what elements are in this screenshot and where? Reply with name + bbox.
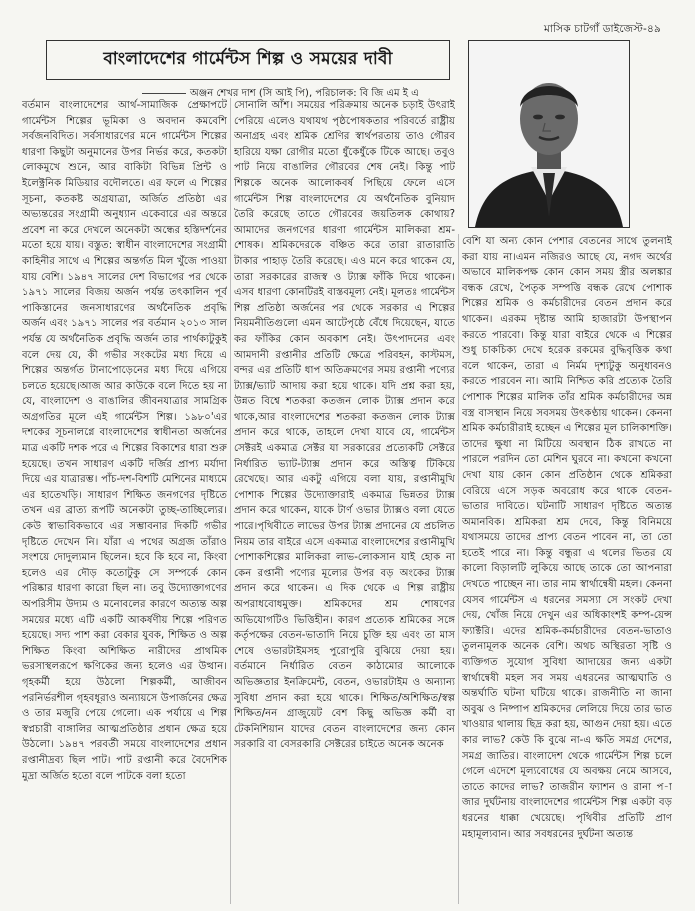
magazine-page-header: মাসিক চাটগাঁ ডাইজেস্ট-৪৯ <box>544 23 661 35</box>
article-column-3 <box>462 234 672 906</box>
column-divider-1 <box>230 98 231 904</box>
article-byline: অঞ্জন শেখর দাশ (সি আই পি), পরিচালক: বি জি এম ই এ <box>190 86 490 103</box>
article-column-2 <box>234 98 455 906</box>
author-portrait <box>468 40 630 228</box>
column-divider-2 <box>458 234 459 904</box>
author-photo-icon <box>469 41 629 227</box>
article-paragraph: সোনালি আঁশ। সময়ের পরিক্রমায় অনেক চড়াই উৎরাই পেরিয়ে এলেও যথাযথ পৃষ্ঠপোষকতার পরিবর্তে রাষ্ট্রীয় অনাগ্রহ এবং শ্রমিক শ্রেণির স্বার্থপরতায় তাও গৌরব হারিয়ে যক্ষা রোগীর মতো ধুঁকেধুঁকে টিকে আছে। তবুও পাট নিয়ে বাঙালির গৌরবের শেষ নেই। কিন্তু পাট শিল্পকে অনেক আলোকবর্ষ পিছিয়ে ফেলে এসে গার্মেন্টস শিল্প বাংলাদেশের যে অর্থনৈতিক বুনিয়াদ তৈরি করেছে তাতে গৌরবের জয়তিলক কোথায়? আমাদের জনগণের ধারণা গার্মেন্টস মালিকরা শ্রম-শোষক। শ্রমিকদেরকে বঞ্চিত করে তারা রাতারাতি টাকার পাহাড় তৈরি করেছে। এও মনে করে থাকেন যে, তারা সরকারের রাজস্ব ও ট্যাক্স ফাঁকি দিয়ে থাকেন। এসব ধারণা কোনটিরই বাস্তবমূল্য নেই। মূলতঃ গার্মেন্টস শিল্প প্রতিষ্ঠা অর্জনের পর থেকে সরকার এ শিল্পের নিয়মনীতিগুলো এমন আটেপৃষ্ঠে বেঁধে দিয়েছেন, যাতে কর ফাঁকির কোন অবকাশ নেই। উৎপাদনের এবং আমদানী রপ্তানীর প্রতিটি ক্ষেত্রে পরিবহন, কাস্টমস, বন্দর এর প্রতিটি ধাপ অতিক্রমণের সময় রপ্তানী পণ্যের ট্যাক্স/ভ্যাট আদায় করা হয়ে থাকে। যদি প্রশ্ন করা হয়, উন্নত বিশ্বে শতকরা কতজন লোক ট্যাক্স প্রদান করে থাকে,আর বাংলাদেশের শতকরা কতজন লোক ট্যাক্স প্রদান করে থাকে, তাহলে দেখা যাবে যে, গার্মেন্টস সেক্টরই একমাত্র সেক্টর যা সরকারের প্রত্যেকটি সেক্টরে নির্ধারিত ভ্যাট-ট্যাক্স প্রদান করে অস্তিত্ব টিকিয়ে রেখেছে। আর একটু এগিয়ে বলা যায়, রপ্তানীমুখি পোশাক শিল্পের উদ্যোক্তারাই একমাত্র ভিন্নতর ট্যাক্স প্রদান করে থাকেন, যাকে টার্ণ ওভার ট্যাক্সও বলা যেতে পারে।পৃথিবীতে লাভের উপর ট্যাক্স প্রদানের যে প্রচলিত নিয়ম তার বাইরে এসে একমাত্র বাংলাদেশের রপ্তানীমুখি পোশাকশিল্পের মালিকরা লাভ-লোকসান যাই হোক না কেন রপ্তানী পণ্যের মূল্যের উপর বড় অংকের ট্যাক্স প্রদান করে থাকেন। এ দিক থেকে এ শিল্প রাষ্ট্রীয় অপরাধবোধমুক্ত। শ্রমিকদের শ্রম শোষণের অভিযোগটিও ভিত্তিহীন। কারণ প্রত্যেক শ্রমিকের সঙ্গে কর্তৃপক্ষের বেতন-ভাতাদি নিয়ে চুক্তি হয় এবং তা মাস শেষে ওভারটাইমসহ পুরোপুরি বুঝিয়ে দেয়া হয়। বর্তমানে নির্ধারিত বেতন কাঠামোর আলোকে অভিজ্ঞতার ইনক্রিমেন্ট, বেতন, ওভারটাইম ও অন্যান্য সুবিধা প্রদান করা হয়ে থাকে। শিক্ষিত/অশিক্ষিত/স্বল্প শিক্ষিত/নন গ্রাজুয়েট বেশ কিছু অভিজ্ঞ কর্মী বা টেকনিশিয়ান যাদের বেতন বাংলাদেশের জন্য কোন সরকারি বা বেসরকারি সেক্টরের চাইতে অনেক অনেক <box>234 100 455 751</box>
article-paragraph: বর্তমান বাংলাদেশের আর্থ-সামাজিক প্রেক্ষাপটে গার্মেন্টস শিল্পের ভূমিকা ও অবদান কমবেশি সর্বজনবিদিত। সর্বসাধারণের মনে গার্মেন্টস শিল্পের ধারণা কিছুটা অনুমানের উপর নির্ভর করে, কতকটা লোকমুখে শুনে, আর বাকিটা বিভিন্ন প্রিন্ট ও ইলেক্ট্রনিক মিডিয়ার বদৌলতে। এর ফলে এ শিল্পের সূচনা, কতকষ্ট অগ্রযাত্রা, অর্জিত প্রতিষ্ঠা এর অভ্যন্তরের সংগ্রামী অনুধ্যান একেবারে এর অন্তরে প্রবেশ না করে দেখলে অনেকটা অন্ধের হস্তিদর্শনের মতো হয়ে যায়। বস্তুত: স্বাধীন বাংলাদেশের সংগ্রামী কাহিনীর সাথে এ শিল্পের অন্তর্গত মিল খুঁজে পাওয়া যায় বেশি। ১৯৪৭ সালের দেশ বিভাগের পর থেকে ১৯৭১ সালের বিজয় অর্জন পর্যন্ত তৎকালিন পূর্ব পাকিস্তানের জনসাধারণের অর্থনৈতিক প্রবৃদ্ধি অর্জন এবং ১৯৭১ সালের পর বর্তমান ২০১৩ সাল পর্যন্ত যে অর্থনৈতিক প্রবৃদ্ধি অর্জন তার পার্থক্যটুকুই বলে দেয় যে, কী গভীর সংকটের মধ্য দিয়ে এ শিল্পের অন্তর্গত টানাপোড়েনের মধ্য দিয়ে এগিয়ে চলতে হয়েছে।আজ আর কাউকে বলে দিতে হয় না যে, বাংলাদেশ ও বাঙালির জীবনযাত্রার সামগ্রিক অগ্রগতির মূলে এই গার্মেন্টস শিল্প। ১৯৮০'এর দশকের সূচনালগ্নে বাংলাদেশের স্বাধীনতা অর্জনের মাত্র একটি দশক পরে এ শিল্পের বিকাশের ধারা শুরু হয়েছে। তখন সাধারণ একটি দর্জির প্রাপ্য মর্যাদা দিয়ে এর যাত্রারম্ভ। পাঁচ-দশ-বিশটি মেশিনের মাধ্যমে এর হাতেখড়ি। সাধারণ শিক্ষিত জনগণের দৃষ্টিতে তখন এর ব্রাত্য রূপটি অনেকটা তুচ্ছ-তাচ্ছিল্যের। কেউ স্বাভাবিকভাবে এর সম্ভাবনার দিকটি গভীর দৃষ্টিতে দেখেন নি। যাঁরা এ পথের অগ্রজ তাঁরাও সংশয়ে দোদুল্যমান ছিলেন। হবে কি হবে না, কিংবা হলেও এর দৌড় কতোটুকু সে সম্পর্কে কোন পরিষ্কার ধারণা কারো ছিল না। তবু উদ্যোক্তাগণের অপরিসীম উদ্যম ও মনোবলের কারণে অত্যন্ত অল্প সময়ের মধ্যে এটি একটি আকর্ষণীয় শিল্পে পরিণত হয়েছে। সদ্য পাশ করা বেকার যুবক, শিক্ষিত ও অল্প শিক্ষিত কিংবা অশিক্ষিত নারীদের প্রাথমিক ভরসাস্থলরূপে ক্ষণিকের জন্য হলেও এর উত্থান। গৃহকর্মী হয়ে উঠলো শিল্পকর্মী, আজীবন পরনির্ভরশীল গৃহবধূরাও অন্যায়সে উপার্জনের ক্ষেত্র ও তার মজুরি পেয়ে গেলো। এক পর্যায়ে এ শিল্প স্বপ্নচারী বাঙ্গালির আত্মপ্রতিষ্ঠার প্রধান ক্ষেত্র হয়ে উঠলো। ১৯৪৭ পরবর্তী সময়ে বাংলাদেশের প্রধান রপ্তানীদ্রব্য ছিল পাট। পাট রপ্তানী করে বৈদেশিক মুদ্রা অর্জিত হতো বলে পাটকে বলা হতো <box>22 100 227 782</box>
article-column-1 <box>22 98 227 906</box>
article-title: বাংলাদেশের গার্মেন্টস শিল্প ও সময়ের দাবী <box>46 40 450 80</box>
article-paragraph: বেশি যা অন্য কোন পেশার বেতনের সাথে তুলনাই করা যায় না।এমন নজিরও আছে যে, নগদ অর্থের অভাবে মালিকপক্ষ কোন কোন সময় স্ত্রীর অলঙ্কার বন্ধক রেখে, পৈতৃক সম্পত্তি বন্ধক রেখে পোশাক শিল্পের শ্রমিক ও কর্মচারীদের বেতন প্রদান করে থাকেন। এরকম দৃষ্টান্ত আমি হাজারটা উপস্থাপন করতে পারবো। কিন্তু যারা বাইরে থেকে এ শিল্পের শুধু চাকচিক্য দেখে হরেক রকমের বুদ্ধিবৃত্তিক কথা বলে থাকেন, তারা এ নির্মম দৃশ্যটুকু অনুধাবনও করতে পারবেন না। আমি নিশ্চিত করি প্রত্যেক তৈরি পোশাক শিল্পের মালিক তাঁর শ্রমিক কর্মচারীদের অন্ন বস্ত্র বাসস্থান নিয়ে সবসময় উৎকণ্ঠায় থাকেন। কেননা শ্রমিক কর্মচারীরাই হচ্ছেন এ শিল্পের মূল চালিকাশক্তি। তাদের ক্ষুধা না মিটিয়ে অবস্থান ঠিক রাখতে না পারলে পরদিন তো মেশিন ঘুরবে না। কখনো কখনো দেখা যায় কোন কোন প্রতিষ্ঠান থেকে শ্রমিকরা বেরিয়ে এসে সড়ক অবরোধ করে থাকে বেতন-ভাতার দাবিতে। ঘটনাটি সাধারণ দৃষ্টিতে অত্যন্ত অমানবিক। শ্রমিকরা শ্রম দেবে, কিন্তু বিনিময়ে যথাসময়ে তাদের প্রাপ্য বেতন পাবেন না, তা তো হতেই পারে না। কিন্তু বন্ধুরা এ থলের ভিতর যে কালো বিড়ালটি লুকিয়ে আছে তাকে তো আপনারা দেখতে পাচ্ছেন না। তার নাম স্বার্থান্বেষী মহল। কেননা যেসব গার্মেন্টস এ ধরনের সমস্যা সে সংকট দেখা দেয়, খোঁজ নিয়ে দেখুন এর অধিকাংশই কম্প-য়েন্স ফ্যাক্টরি। এদের শ্রমিক-কর্মচারীদের বেতন-ভাতাও তুলনামূলক অনেক বেশি। অথচ অস্থিরতা সৃষ্টি ও ব্যক্তিগত সুযোগ সুবিধা আদায়ের জন্য একটা স্বার্থান্বেষী মহল সব সময় এধরনের আত্মঘাতি ও অন্তর্ঘাতি ঘটনা ঘটিয়ে থাকে। রাজনীতি না জানা অবুঝ ও নিষ্পাপ শ্রমিকদের লেলিয়ে দিয়ে তার ভাত খাওয়ার থালায় ছিদ্র করা হয়, আগুন দেয়া হয়। এতে কার লাভ? কেউ কি বুঝে না-এ ক্ষতি সমগ্র দেশের, সমগ্র জাতির। বাংলাদেশ থেকে গার্মেন্টস শিল্প চলে গেলে এদেশে মূল্যবোধের যে অবক্ষয় নেমে আসবে, তাতে কাদের লাভ? তাজরীন ফ্যাশন ও রানা প-াজার দুর্ঘটনায় বাংলাদেশের গার্মেন্টস শিল্প একটা বড় ধরনের ধাক্কা খেয়েছে। পৃথিবীর প্রতিটি প্রাণ মহামূল্যবান। আর সবধরনের দুর্ঘটনা অত্যন্ত <box>462 236 672 840</box>
